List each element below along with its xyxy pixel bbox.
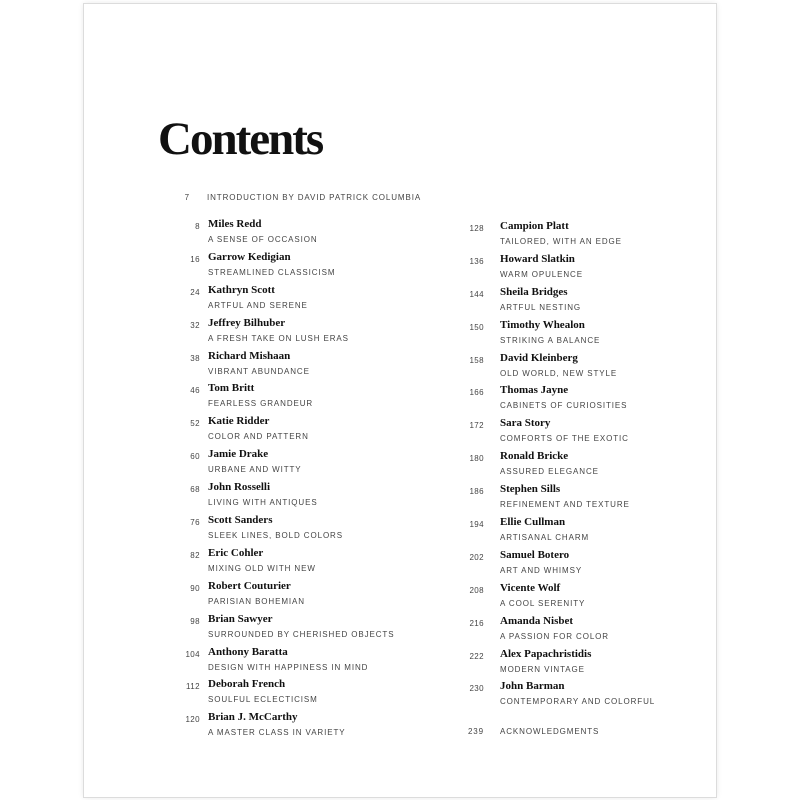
page-number: 46 xyxy=(190,386,200,396)
chapter-subtitle: SURROUNDED BY CHERISHED OBJECTS xyxy=(208,629,395,639)
toc-entry xyxy=(464,515,734,548)
designer-name: Thomas Jayne xyxy=(500,384,569,397)
chapter-subtitle: MODERN VINTAGE xyxy=(500,664,585,674)
page-number: 52 xyxy=(190,419,200,429)
chapter-subtitle: MIXING OLD WITH NEW xyxy=(208,563,316,573)
designer-name: Sara Story xyxy=(500,417,551,430)
toc-entry xyxy=(174,710,444,743)
toc-entry xyxy=(174,480,444,513)
designer-name: Alex Papachristidis xyxy=(500,647,592,660)
page-number: 230 xyxy=(469,684,484,694)
designer-name: Howard Slatkin xyxy=(500,252,575,265)
designer-name: Vicente Wolf xyxy=(500,581,561,594)
page-number: 166 xyxy=(469,388,484,398)
toc-entry xyxy=(464,318,734,351)
designer-name: Kathryn Scott xyxy=(208,283,275,296)
acknowledgments-text: ACKNOWLEDGMENTS xyxy=(500,727,600,736)
designer-name: Jeffrey Bilhuber xyxy=(208,316,286,329)
page-number: 150 xyxy=(469,322,484,332)
toc-entry xyxy=(174,677,444,710)
page-number: 222 xyxy=(469,651,484,661)
page-number: 194 xyxy=(469,520,484,530)
toc-entry xyxy=(174,349,444,382)
designer-name: Tom Britt xyxy=(208,382,255,395)
designer-name: Timothy Whealon xyxy=(500,318,585,331)
toc-entry xyxy=(464,416,734,449)
acknowledgments-page-number: 239 xyxy=(467,727,484,736)
designer-name: Deborah French xyxy=(208,678,286,691)
page-number: 180 xyxy=(469,454,484,464)
chapter-subtitle: A PASSION FOR COLOR xyxy=(500,631,609,641)
page-number: 16 xyxy=(190,254,200,264)
page-number: 90 xyxy=(190,583,200,593)
designer-name: Campion Platt xyxy=(500,220,569,232)
right-column xyxy=(464,219,734,712)
page-number: 136 xyxy=(469,256,484,266)
chapter-subtitle: CABINETS OF CURIOSITIES xyxy=(500,401,628,411)
toc-entry xyxy=(174,414,444,447)
toc-entry xyxy=(174,645,444,678)
toc-entry xyxy=(174,447,444,480)
chapter-subtitle: FEARLESS GRANDEUR xyxy=(208,399,314,409)
chapter-subtitle: ART AND WHIMSY xyxy=(500,565,583,575)
designer-name: Anthony Baratta xyxy=(208,645,288,658)
toc-entry xyxy=(174,381,444,414)
designer-name: David Kleinberg xyxy=(500,351,578,364)
page-number: 172 xyxy=(469,421,484,431)
designer-name: Samuel Botero xyxy=(500,548,570,561)
page-number: 186 xyxy=(469,487,484,497)
chapter-subtitle: LIVING WITH ANTIQUES xyxy=(208,498,318,508)
toc-entry xyxy=(464,482,734,515)
page-number: 104 xyxy=(185,649,200,659)
toc-entry xyxy=(464,351,734,384)
page-number: 128 xyxy=(469,224,484,233)
chapter-subtitle: A MASTER CLASS IN VARIETY xyxy=(208,728,346,738)
toc-entry xyxy=(174,612,444,645)
chapter-subtitle: COMFORTS OF THE EXOTIC xyxy=(500,434,629,444)
chapter-subtitle: OLD WORLD, NEW STYLE xyxy=(500,368,618,378)
chapter-subtitle: ARTFUL AND SERENE xyxy=(208,300,308,310)
page-number: 202 xyxy=(469,552,484,562)
chapter-subtitle: WARM OPULENCE xyxy=(500,269,583,279)
designer-name: Garrow Kedigian xyxy=(208,250,291,263)
toc-entry xyxy=(174,250,444,283)
page-number: 144 xyxy=(469,289,484,299)
toc-entry xyxy=(174,513,444,546)
chapter-subtitle: ARTISANAL CHARM xyxy=(500,533,590,543)
toc-entry xyxy=(464,449,734,482)
chapter-subtitle: URBANE AND WITTY xyxy=(208,465,302,475)
toc-entry xyxy=(174,546,444,579)
chapter-subtitle: DESIGN WITH HAPPINESS IN MIND xyxy=(208,662,369,672)
chapter-subtitle: ARTFUL NESTING xyxy=(500,302,582,312)
designer-name: Amanda Nisbet xyxy=(500,614,574,627)
chapter-subtitle: CONTEMPORARY AND COLORFUL xyxy=(500,697,656,707)
toc-entry xyxy=(464,679,734,712)
designer-name: Richard Mishaan xyxy=(208,349,291,362)
page-number: 98 xyxy=(190,616,200,626)
toc-entry xyxy=(464,383,734,416)
page-number: 158 xyxy=(469,355,484,365)
designer-name: Sheila Bridges xyxy=(500,285,568,298)
page-number: 68 xyxy=(190,485,200,495)
chapter-subtitle: VIBRANT ABUNDANCE xyxy=(208,366,310,376)
chapter-subtitle: REFINEMENT AND TEXTURE xyxy=(500,500,630,510)
left-column xyxy=(174,217,444,743)
designer-name: Ronald Bricke xyxy=(500,450,569,463)
chapter-subtitle: SOULFUL ECLECTICISM xyxy=(208,695,318,705)
chapter-subtitle: A FRESH TAKE ON LUSH ERAS xyxy=(208,333,349,343)
toc-entry xyxy=(464,614,734,647)
page-number: 120 xyxy=(185,715,200,725)
toc-entry xyxy=(464,581,734,614)
chapter-subtitle: COLOR AND PATTERN xyxy=(208,432,309,442)
chapter-subtitle: STREAMLINED CLASSICISM xyxy=(208,267,336,277)
page-number: 38 xyxy=(190,353,200,363)
chapter-subtitle: PARISIAN BOHEMIAN xyxy=(208,596,305,606)
page-number: 32 xyxy=(190,320,200,330)
designer-name: Stephen Sills xyxy=(500,483,561,496)
page-number: 8 xyxy=(195,222,200,231)
designer-name: John Rosselli xyxy=(208,481,271,494)
toc-entry xyxy=(174,283,444,316)
chapter-subtitle: ASSURED ELEGANCE xyxy=(500,467,599,477)
chapter-subtitle: TAILORED, WITH AN EDGE xyxy=(500,237,622,246)
toc-entry xyxy=(464,285,734,318)
designer-name: Scott Sanders xyxy=(208,514,273,527)
toc-entry xyxy=(174,579,444,612)
page-number: 60 xyxy=(190,452,200,462)
chapter-subtitle: STRIKING A BALANCE xyxy=(500,335,601,345)
designer-name: Eric Cohler xyxy=(208,546,264,559)
toc-entry xyxy=(174,217,444,250)
page-number: 216 xyxy=(469,618,484,628)
intro-page-number: 7 xyxy=(184,193,190,202)
toc-entry xyxy=(174,316,444,349)
toc-entry xyxy=(464,548,734,581)
chapter-subtitle: A COOL SERENITY xyxy=(500,598,586,608)
designer-name: John Barman xyxy=(500,680,565,693)
toc-entry xyxy=(464,219,734,252)
designer-name: Robert Couturier xyxy=(208,579,291,592)
intro-text: INTRODUCTION BY DAVID PATRICK COLUMBIA xyxy=(207,193,422,202)
designer-name: Jamie Drake xyxy=(208,448,269,461)
page-number: 24 xyxy=(190,287,200,297)
toc-entry xyxy=(464,647,734,680)
designer-name: Ellie Cullman xyxy=(500,516,566,529)
toc-entry xyxy=(464,252,734,285)
page-title: Contents xyxy=(158,113,323,165)
page-number: 112 xyxy=(186,682,200,692)
designer-name: Miles Redd xyxy=(208,218,262,230)
book-page xyxy=(84,4,716,797)
page-number: 76 xyxy=(190,518,200,528)
chapter-subtitle: SLEEK LINES, BOLD COLORS xyxy=(208,531,343,541)
designer-name: Brian Sawyer xyxy=(208,612,273,625)
designer-name: Katie Ridder xyxy=(208,415,270,428)
page-number: 208 xyxy=(469,585,484,595)
designer-name: Brian J. McCarthy xyxy=(208,711,298,724)
page-number: 82 xyxy=(190,550,200,560)
chapter-subtitle: A SENSE OF OCCASION xyxy=(208,235,318,244)
